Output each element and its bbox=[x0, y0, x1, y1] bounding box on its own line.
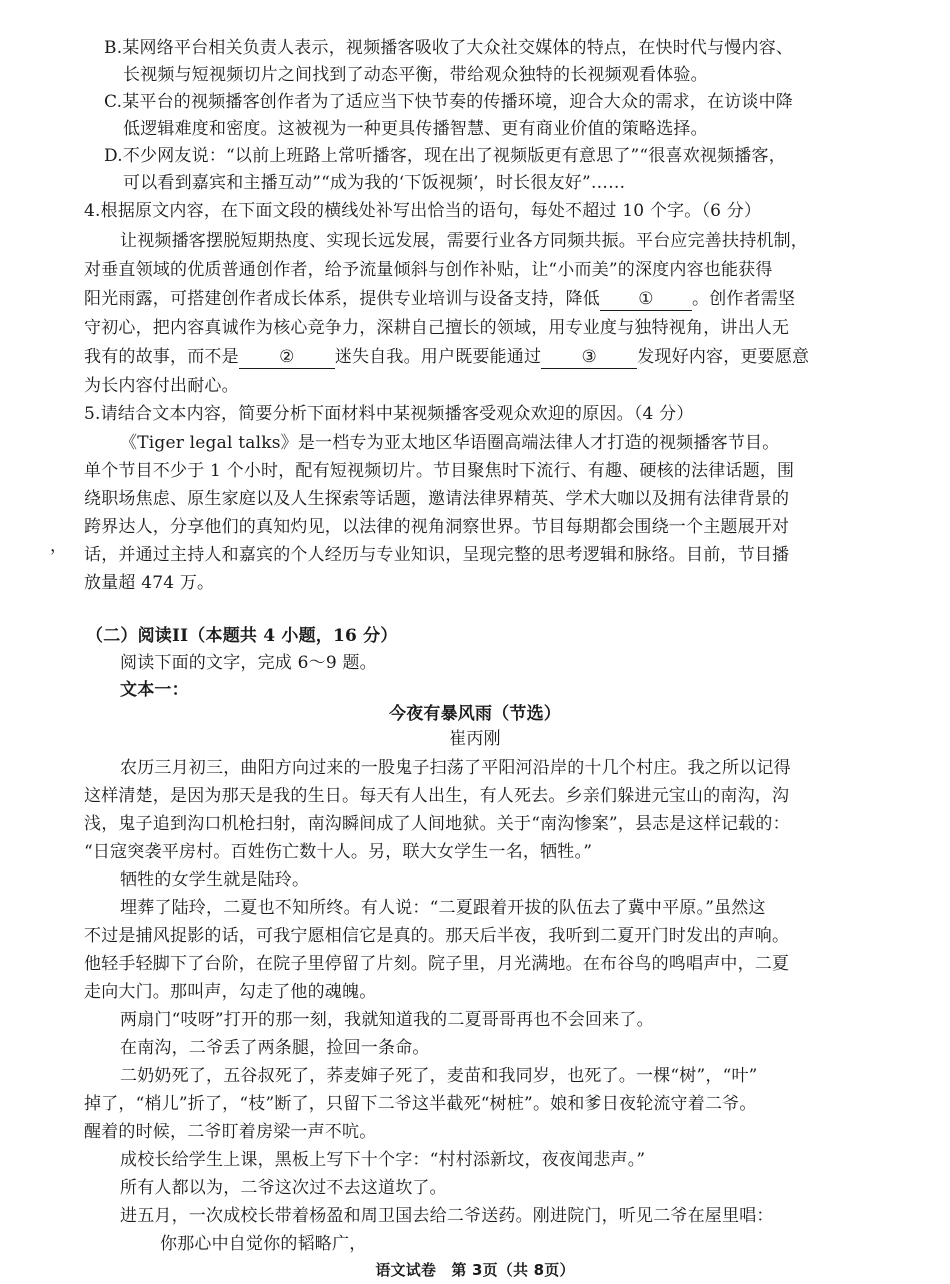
page-footer: 语文试卷 第 3页（共 8页） bbox=[375, 1261, 575, 1279]
article-line: 在南沟，二爷丢了两条腿，捡回一条命。 bbox=[120, 1038, 430, 1058]
article-line: 两扇门“吱呀”打开的那一刻，我就知道我的二夏哥哥再也不会回来了。 bbox=[120, 1010, 654, 1030]
option-b-line-1: B.某网络平台相关负责人表示，视频播客吸收了大众社交媒体的特点，在快时代与慢内容、 bbox=[104, 38, 794, 58]
q4-passage-text: 我有的故事，而不是 bbox=[84, 347, 239, 367]
option-c-line-1: C.某平台的视频播客创作者为了适应当下快节奏的传播环境，迎合大众的需求，在访谈中降 bbox=[104, 92, 794, 112]
q5-material-line-6: 放量超 474 万。 bbox=[84, 573, 215, 593]
article-line: 埋葬了陆玲，二夏也不知所终。有人说：“二夏跟着开拔的队伍去了冀中平原。”虽然这 bbox=[120, 898, 766, 918]
article-line: 牺牲的女学生就是陆玲。 bbox=[120, 870, 310, 890]
q4-passage-line-6: 为长内容付出耐心。 bbox=[84, 376, 239, 396]
article-line: 所有人都以为，二爷这次过不去这道坎了。 bbox=[120, 1178, 447, 1198]
option-c-line-2: 低逻辑难度和密度。这被视为一种更具传播智慧、更有商业价值的策略选择。 bbox=[123, 119, 708, 139]
q4-passage-text: 。创作者需坚 bbox=[692, 289, 796, 309]
article-line: 进五月，一次成校长带着杨盈和周卫国去给二爷送药。刚进院门，听见二爷在屋里唱： bbox=[120, 1206, 774, 1226]
q4-passage-line-3 bbox=[84, 288, 795, 311]
article-line: 农历三月初三，曲阳方向过来的一股鬼子扫荡了平阳河沿岸的十几个村庄。我之所以记得 bbox=[120, 758, 791, 778]
question-5-stem: 5.请结合文本内容，简要分析下面材料中某视频播客受观众欢迎的原因。（4 分） bbox=[84, 404, 694, 424]
q4-passage-text: 发现好内容，更要愿意 bbox=[637, 347, 810, 367]
q4-passage-line-1: 让视频播客摆脱短期热度、实现长远发展，需要行业各方同频共振。平台应完善扶持机制， bbox=[120, 231, 808, 251]
article-line: 你那心中自觉你的韬略广， bbox=[160, 1234, 367, 1254]
q5-material-line-1: 《Tiger legal talks》是一档专为亚太地区华语圈高端法律人才打造的视频播客节目。 bbox=[120, 433, 780, 453]
text-one-label: 文本一： bbox=[120, 680, 189, 700]
q5-material-line-2: 单个节目不少于 1 个小时，配有短视频切片。节目聚焦时下流行、有趣、硬核的法律话题，围 bbox=[84, 461, 795, 481]
q4-passage-text: 阳光雨露，可搭建创作者成长体系，提供专业培训与设备支持，降低 bbox=[84, 289, 600, 309]
section-2-heading: （二）阅读II（本题共 4 小题，16 分） bbox=[86, 626, 398, 646]
article-line: 成校长给学生上课，黑板上写下十个字：“村村添新坟，夜夜闻悲声。” bbox=[120, 1150, 646, 1170]
q4-passage-line-4: 守初心，把内容真诚作为核心竞争力，深耕自己擅长的领域，用专业度与独特视角，讲出人无 bbox=[84, 318, 790, 338]
question-4-stem: 4.根据原文内容，在下面文段的横线处补写出恰当的语句，每处不超过 10 个字。（6 分） bbox=[84, 201, 762, 221]
q4-passage-line-5 bbox=[84, 346, 809, 369]
article-line: 掉了，“梢儿”折了，“枝”断了，只留下二爷这半截死“树桩”。娘和爹日夜轮流守着二爷。 bbox=[84, 1094, 757, 1114]
article-line: 浅，鬼子追到沟口机枪扫射，南沟瞬间成了人间地狱。关于“南沟惨案”，县志是这样记载的： bbox=[84, 814, 790, 834]
article-line: “日寇突袭平房村。百姓伤亡数十人。另，联大女学生一名，牺牲。” bbox=[84, 842, 593, 862]
section-2-instruction: 阅读下面的文字，完成 6～9 题。 bbox=[120, 653, 377, 673]
q5-material-line-3: 绕职场焦虑、原生家庭以及人生探索等话题，邀请法律界精英、学术大咖以及拥有法律背景的 bbox=[84, 489, 790, 509]
article-line: 二奶奶死了，五谷叔死了，荞麦婶子死了，麦苗和我同岁，也死了。一棵“树”，“叶” bbox=[120, 1066, 758, 1086]
article-line: 醒着的时候，二爷盯着房梁一声不吭。 bbox=[84, 1122, 377, 1142]
article-line: 他轻手轻脚下了台阶，在院子里停留了片刻。院子里，月光满地。在布谷鸟的鸣唱声中，二夏 bbox=[84, 954, 790, 974]
article-line: 走向大门。那叫声，勾走了他的魂魄。 bbox=[84, 982, 377, 1002]
answer-blank-2[interactable]: ② bbox=[239, 346, 335, 369]
article-line: 这样清楚，是因为那天是我的生日。每天有人出生，有人死去。乡亲们躲进元宝山的南沟，沟 bbox=[84, 786, 790, 806]
article-author: 崔丙刚 bbox=[449, 729, 501, 749]
option-b-line-2: 长视频与短视频切片之间找到了动态平衡，带给观众独特的长视频观看体验。 bbox=[123, 65, 708, 85]
article-title: 今夜有暴风雨（节选） bbox=[389, 704, 561, 724]
q4-passage-line-2: 对垂直领域的优质普通创作者，给予流量倾斜与创作补贴，让“小而美”的深度内容也能获得 bbox=[84, 260, 773, 280]
q4-passage-text: 迷失自我。用户既要能通过 bbox=[334, 347, 542, 367]
answer-blank-1[interactable]: ① bbox=[600, 288, 692, 311]
q5-material-line-4: 跨界达人，分享他们的真知灼见，以法律的视角洞察世界。节目每期都会围绕一个主题展开对 bbox=[84, 517, 790, 537]
option-d-line-1: D.不少网友说：“以前上班路上常听播客，现在出了视频版更有意思了”“很喜欢视频播客， bbox=[104, 146, 786, 166]
option-d-line-2: 可以看到嘉宾和主播互动”“成为我的‘下饭视频’，时长很友好”…… bbox=[123, 173, 626, 193]
article-line: 不过是捕风捉影的话，可我宁愿相信它是真的。那天后半夜，我听到二夏开门时发出的声响。 bbox=[84, 926, 790, 946]
answer-blank-3[interactable]: ③ bbox=[541, 346, 637, 369]
q5-material-line-5: 话，并通过主持人和嘉宾的个人经历与专业知识，呈现完整的思考逻辑和脉络。目前，节目播 bbox=[84, 545, 790, 565]
margin-mark: ， bbox=[50, 536, 67, 556]
